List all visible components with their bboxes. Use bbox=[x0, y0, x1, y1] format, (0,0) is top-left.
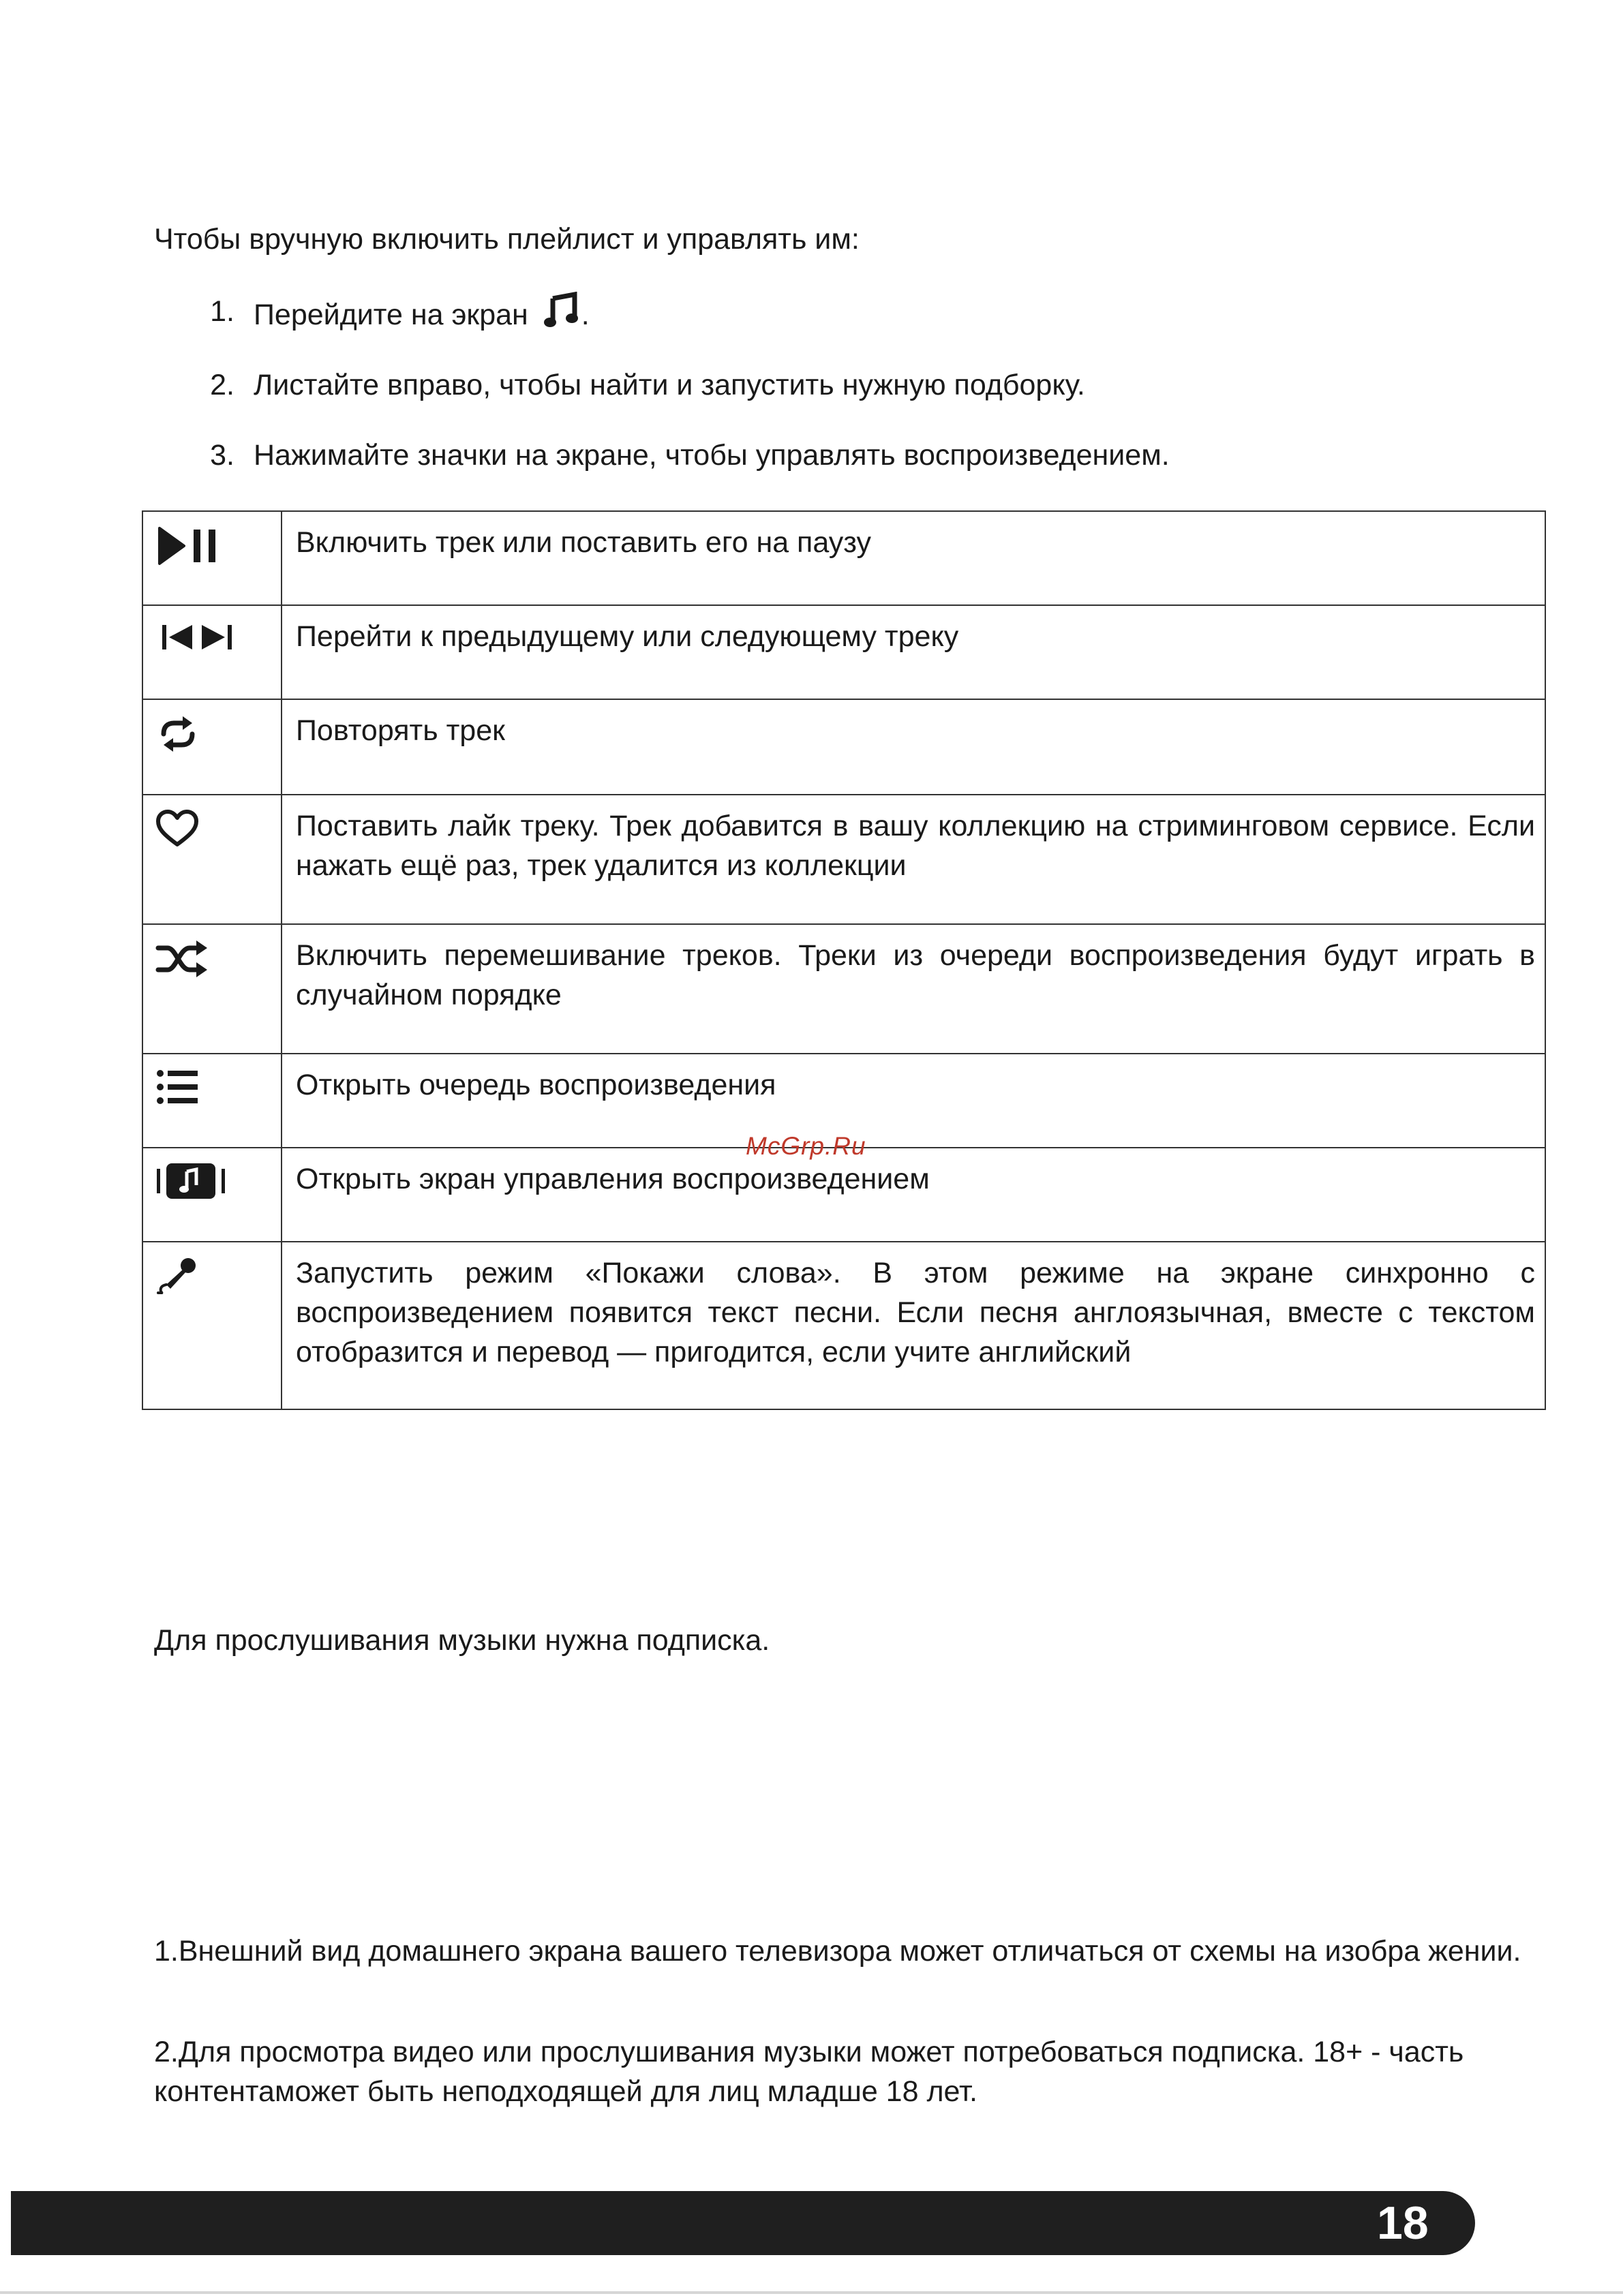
icon-cell bbox=[142, 699, 282, 795]
player-screen-icon bbox=[155, 1162, 226, 1200]
step-text: Перейдите на экран bbox=[254, 299, 528, 331]
subscription-note: Для прослушивания музыки нужна подписка. bbox=[154, 1624, 770, 1657]
control-description: Включить перемешивание треков. Треки из очереди воспроизведения будут играть в случайном порядке bbox=[282, 924, 1545, 1054]
table-row bbox=[142, 924, 1545, 1054]
shuffle-icon bbox=[155, 938, 210, 979]
icon-cell bbox=[142, 511, 282, 605]
control-description: Поставить лайк треку. Трек добавится в вашу коллекцию на стриминговом сервисе. Если нажать ещё раз, трек удалится из коллекции bbox=[282, 795, 1545, 924]
heart-icon bbox=[155, 809, 199, 848]
icon-cell bbox=[142, 1148, 282, 1242]
repeat-icon bbox=[155, 714, 200, 754]
icon-cell bbox=[142, 1242, 282, 1409]
step-suffix: . bbox=[581, 299, 590, 331]
step-text: Нажимайте значки на экране, чтобы управлять воспроизведением. bbox=[254, 439, 1170, 472]
controls-table bbox=[142, 510, 1546, 1410]
control-description: Включить трек или поставить его на паузу bbox=[282, 511, 1545, 605]
footnote-2: 2.Для просмотра видео или прослушивания музыки может потребоваться подписка. 18+ - часть контентаможет быть неподходящей для лиц младше 18 лет. bbox=[154, 2036, 1464, 2108]
icon-cell bbox=[142, 1054, 282, 1148]
watermark: McGrp.Ru bbox=[746, 1132, 866, 1160]
microphone-icon bbox=[155, 1256, 199, 1294]
prev-next-icon bbox=[160, 619, 234, 654]
table-row bbox=[142, 511, 1545, 605]
control-description: Перейти к предыдущему или следующему треку bbox=[282, 605, 1545, 699]
intro-text: Чтобы вручную включить плейлист и управлять им: bbox=[154, 223, 860, 256]
control-description: Запустить режим «Покажи слова». В этом режиме на экране синхронно с воспроизведением появится текст песни. Если песня англоязычная, вместе с текстом отобразится и перевод — пригодится, если учите английский bbox=[282, 1242, 1545, 1409]
control-description: Открыть очередь воспроизведения bbox=[282, 1054, 1545, 1148]
footer-bar bbox=[11, 2191, 1475, 2255]
table-row bbox=[142, 1148, 1545, 1242]
control-description: Повторять трек bbox=[282, 699, 1545, 795]
table-row bbox=[142, 1242, 1545, 1409]
table-row bbox=[142, 699, 1545, 795]
page-number: 18 bbox=[1377, 2197, 1429, 2249]
step-number: 2. bbox=[210, 369, 234, 401]
icon-cell bbox=[142, 924, 282, 1054]
table-row bbox=[142, 605, 1545, 699]
step-item bbox=[202, 435, 1170, 475]
table-row bbox=[142, 795, 1545, 924]
step-item bbox=[202, 292, 1170, 335]
steps-list bbox=[202, 292, 1170, 506]
music-note-icon bbox=[543, 292, 581, 330]
control-description: Открыть экран управления воспроизведением bbox=[282, 1148, 1545, 1242]
icon-cell bbox=[142, 605, 282, 699]
step-item bbox=[202, 365, 1170, 405]
bottom-divider bbox=[0, 2291, 1623, 2294]
step-number: 3. bbox=[210, 439, 234, 472]
queue-list-icon bbox=[155, 1068, 199, 1106]
footnote-1: 1.Внешний вид домашнего экрана вашего телевизора может отличаться от схемы на изобра жении. bbox=[154, 1935, 1521, 1968]
step-number: 1. bbox=[210, 295, 234, 328]
play-pause-icon bbox=[155, 525, 224, 566]
step-text: Листайте вправо, чтобы найти и запустить нужную подборку. bbox=[254, 369, 1085, 401]
icon-cell bbox=[142, 795, 282, 924]
